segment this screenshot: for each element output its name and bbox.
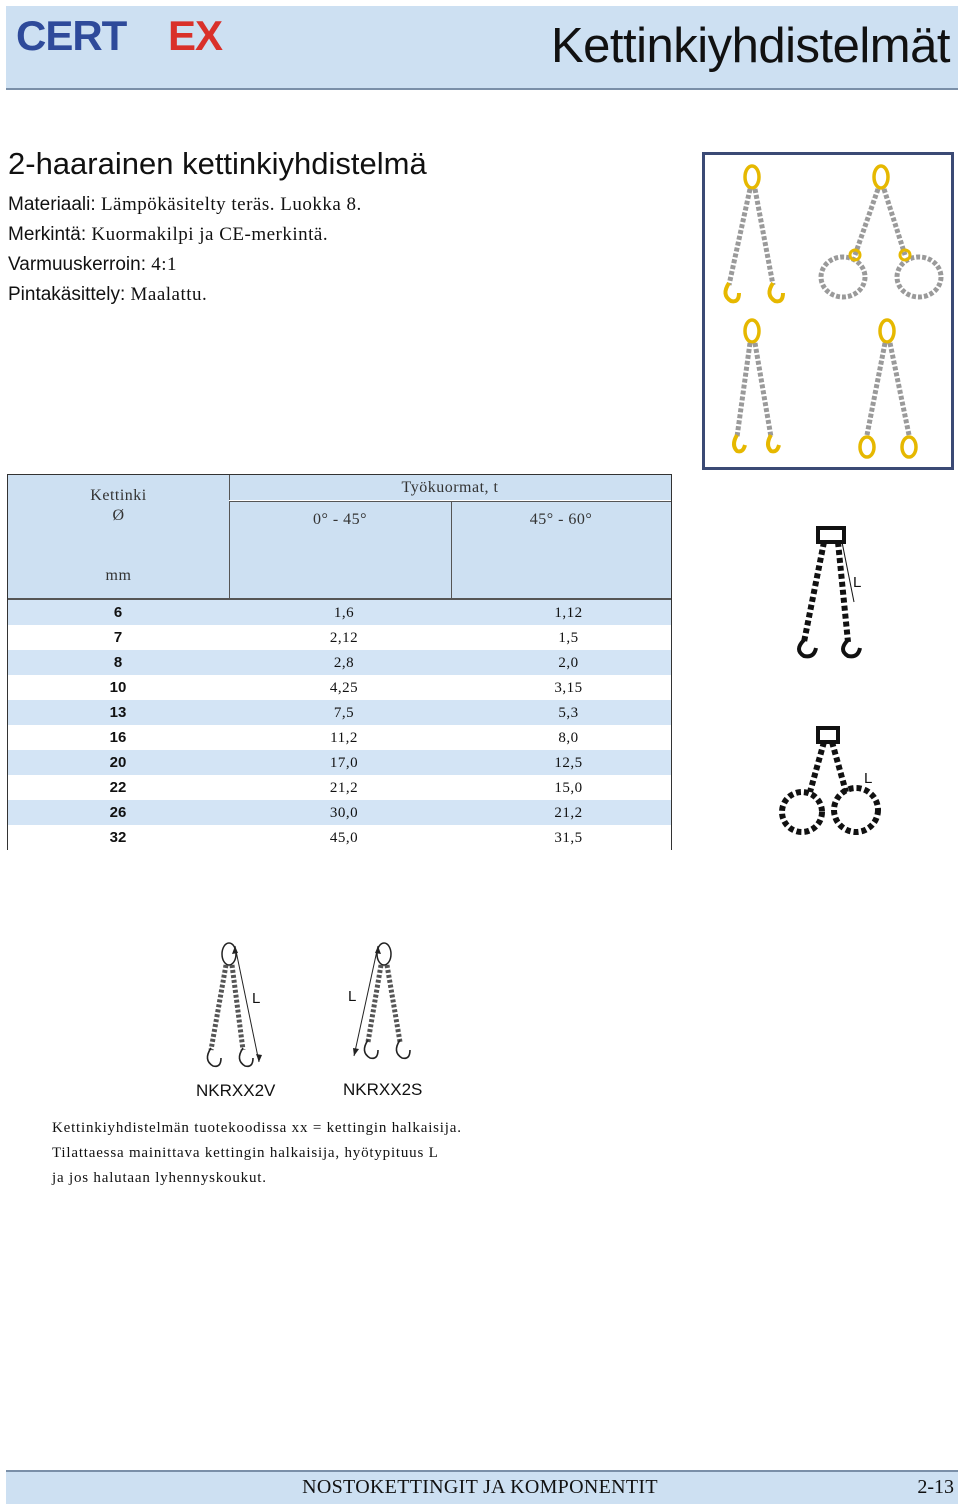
length-label: L <box>252 990 261 1007</box>
cell-load-45-60: 8,0 <box>558 730 579 746</box>
note-line: Tilattaessa mainittava kettingin halkaisija, hyötypituus L <box>52 1145 439 1161</box>
property-key: Varmuuskerroin: <box>8 254 146 275</box>
cell-load-0-45: 21,2 <box>329 780 359 796</box>
cell-load-0-45: 1,6 <box>333 605 355 621</box>
cell-load-0-45: 7,5 <box>333 705 355 721</box>
col-header-diameter-symbol: Ø <box>112 507 125 524</box>
property-key: Materiaali: <box>8 194 96 215</box>
nkrxx2v-diagram <box>195 940 275 1072</box>
cell-diameter: 20 <box>109 754 127 771</box>
sling-with-hooks-drawing <box>790 522 880 662</box>
nkrxx2s-diagram <box>340 940 420 1072</box>
property-value: Kuormakilpi ja CE-merkintä. <box>91 224 329 245</box>
cell-load-0-45: 11,2 <box>330 730 358 746</box>
sling-choker-icon <box>821 166 941 297</box>
cell-load-45-60: 31,5 <box>554 830 583 846</box>
table-row <box>8 600 671 625</box>
product-code-2s: NKRXX2S <box>343 1080 423 1099</box>
table-row <box>8 700 671 725</box>
property-safety-factor <box>8 254 177 276</box>
product-code-2v: NKRXX2V <box>196 1081 276 1100</box>
property-key: Merkintä: <box>8 224 87 245</box>
footer-section-title: NOSTOKETTINGIT JA KOMPONENTIT <box>302 1476 658 1498</box>
cell-diameter: 10 <box>109 679 127 696</box>
col-header-angle-45-60: 45° - 60° <box>529 511 593 528</box>
note-line: Kettinkiyhdistelmän tuotekoodissa xx = kettingin halkaisija. <box>52 1120 462 1136</box>
cell-load-45-60: 12,5 <box>554 755 583 771</box>
table-row <box>8 825 671 850</box>
logo-text-cert: CERT <box>16 12 127 58</box>
section-heading: 2-haarainen kettinkiyhdistelmä <box>8 146 427 181</box>
cell-diameter: 13 <box>109 704 127 721</box>
cell-load-45-60: 15,0 <box>554 780 583 796</box>
logo-text-ex: EX <box>168 12 223 58</box>
cell-diameter: 8 <box>113 654 123 671</box>
cell-load-0-45: 2,8 <box>333 655 355 671</box>
cell-diameter: 32 <box>109 829 127 846</box>
property-material <box>8 194 362 216</box>
cell-load-0-45: 45,0 <box>329 830 359 846</box>
group-header-working-load: Työkuormat, t <box>401 479 499 496</box>
sling-master-links-icon <box>860 320 916 457</box>
table-row <box>8 800 671 825</box>
cell-load-0-45: 4,25 <box>329 680 359 696</box>
col-header-chain: Kettinki <box>90 487 147 504</box>
table-row <box>8 650 671 675</box>
sling-hooks-icon <box>725 166 783 301</box>
side-length-label: L <box>853 574 862 591</box>
cell-diameter: 6 <box>113 604 123 621</box>
cell-diameter: 22 <box>109 779 127 796</box>
certex-logo <box>14 12 254 58</box>
sling-small-hooks-icon <box>734 320 779 451</box>
cell-diameter: 16 <box>109 729 127 746</box>
chain-slings-illustration <box>705 155 951 467</box>
table-row <box>8 725 671 750</box>
table-row <box>8 625 671 650</box>
property-value: 4:1 <box>151 254 178 275</box>
col-header-angle-0-45: 0° - 45° <box>312 511 368 528</box>
page-number: 2-13 <box>917 1476 954 1498</box>
table-row <box>8 675 671 700</box>
property-finish <box>8 284 207 306</box>
cell-diameter: 7 <box>113 629 123 646</box>
cell-load-45-60: 2,0 <box>558 655 579 671</box>
cell-load-45-60: 21,2 <box>554 805 583 821</box>
cell-diameter: 26 <box>109 804 127 821</box>
table-row <box>8 775 671 800</box>
product-photo <box>702 152 954 470</box>
cell-load-0-45: 30,0 <box>329 805 359 821</box>
note-line: ja jos halutaan lyhennyskoukut. <box>52 1170 267 1186</box>
cell-load-45-60: 1,5 <box>558 630 579 646</box>
side-length-label: L <box>864 770 873 787</box>
cell-load-0-45: 17,0 <box>329 755 359 771</box>
table-row <box>8 750 671 775</box>
property-value: Lämpökäsitelty teräs. Luokka 8. <box>100 194 362 215</box>
page-title: Kettinkiyhdistelmät <box>550 19 950 73</box>
cell-load-45-60: 1,12 <box>554 605 583 621</box>
property-key: Pintakäsittely: <box>8 284 126 305</box>
cell-load-45-60: 3,15 <box>554 680 583 696</box>
working-load-table <box>7 474 672 850</box>
cell-load-0-45: 2,12 <box>329 630 359 646</box>
cell-load-45-60: 5,3 <box>558 705 579 721</box>
property-value: Maalattu. <box>130 284 208 305</box>
length-label: L <box>348 988 357 1005</box>
table-divider <box>229 501 671 502</box>
col-header-unit: mm <box>105 567 132 584</box>
property-marking <box>8 224 328 246</box>
